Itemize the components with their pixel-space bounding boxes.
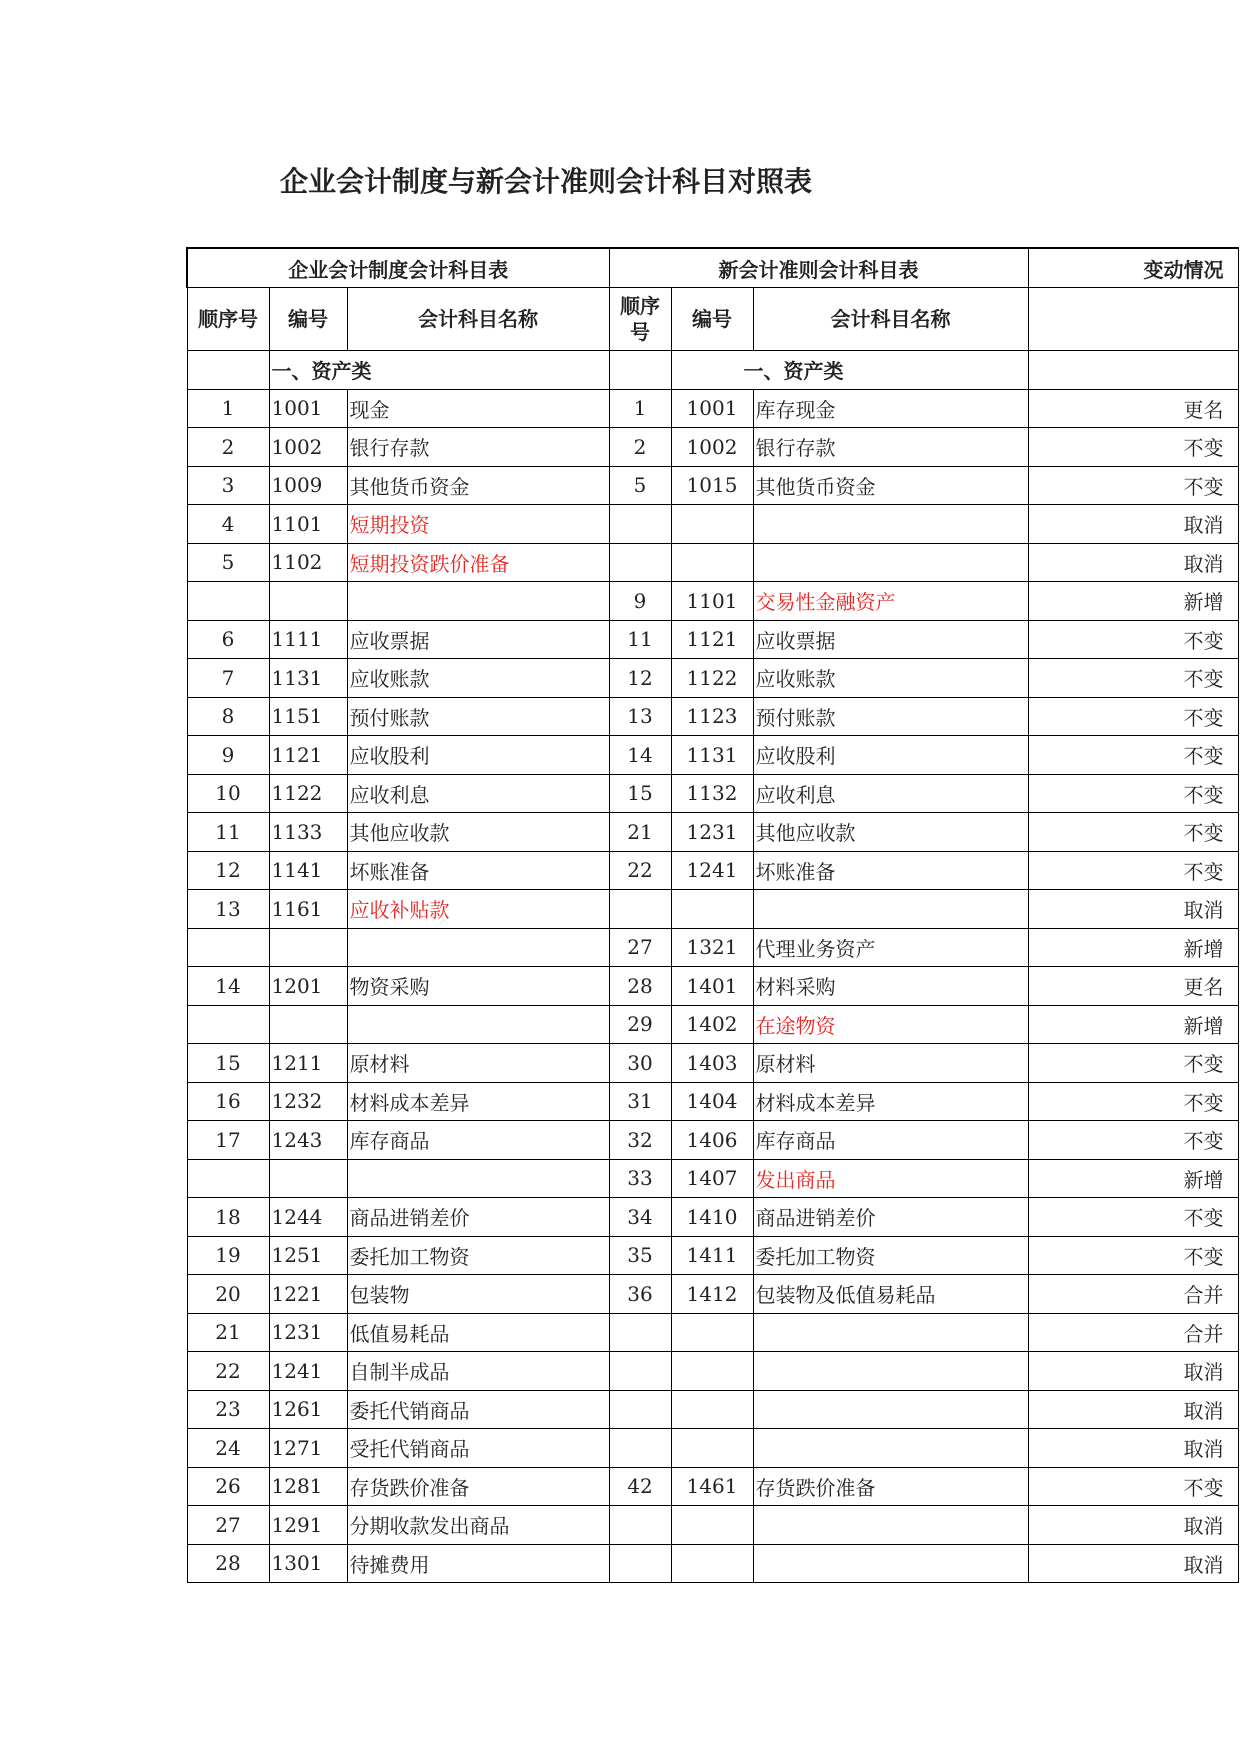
- old-name-cell: 受托代销商品: [347, 1429, 609, 1468]
- new-seq-cell: [609, 543, 671, 582]
- new-seq-cell: [609, 1506, 671, 1545]
- old-seq-cell: 9: [187, 736, 269, 775]
- new-code-cell: [671, 1390, 753, 1429]
- old-name-cell: 银行存款: [347, 428, 609, 467]
- change-status-cell: 不变: [1028, 466, 1238, 505]
- table-row: [187, 1275, 1238, 1314]
- old-seq-cell: 14: [187, 967, 269, 1006]
- old-seq-cell: 1: [187, 389, 269, 428]
- table-row: [187, 505, 1238, 544]
- table-row: [187, 1159, 1238, 1198]
- old-name-cell: 物资采购: [347, 967, 609, 1006]
- old-name-cell: [347, 1005, 609, 1044]
- new-code-cell: 1412: [671, 1275, 753, 1314]
- new-name-cell: 库存现金: [753, 389, 1028, 428]
- old-name-cell: 分期收款发出商品: [347, 1506, 609, 1545]
- new-seq-cell: [609, 1313, 671, 1352]
- new-name-cell: 银行存款: [753, 428, 1028, 467]
- new-name-cell: 应收利息: [753, 774, 1028, 813]
- new-code-cell: 1404: [671, 1082, 753, 1121]
- old-category-label: 一、资产类: [269, 351, 609, 390]
- old-seq-cell: 6: [187, 620, 269, 659]
- old-seq-cell: 23: [187, 1390, 269, 1429]
- old-name-cell: 原材料: [347, 1044, 609, 1083]
- old-name-cell: 委托加工物资: [347, 1236, 609, 1275]
- old-code-cell: 1001: [269, 389, 347, 428]
- old-code-cell: 1281: [269, 1467, 347, 1506]
- change-status-cell: 不变: [1028, 428, 1238, 467]
- new-seq-cell: 34: [609, 1198, 671, 1237]
- old-seq-cell: 8: [187, 697, 269, 736]
- old-name-cell: 低值易耗品: [347, 1313, 609, 1352]
- old-code-cell: 1121: [269, 736, 347, 775]
- old-seq-cell: 19: [187, 1236, 269, 1275]
- new-seq-cell: 22: [609, 851, 671, 890]
- table-row: [187, 1352, 1238, 1391]
- new-seq-cell: 12: [609, 659, 671, 698]
- new-seq-cell: [609, 1429, 671, 1468]
- old-seq-cell: 11: [187, 813, 269, 852]
- old-name-cell: 应收账款: [347, 659, 609, 698]
- old-code-cell: 1271: [269, 1429, 347, 1468]
- new-code-cell: 1231: [671, 813, 753, 852]
- old-seq-cell: 3: [187, 466, 269, 505]
- new-code-cell: 1002: [671, 428, 753, 467]
- change-status-cell: 取消: [1028, 1390, 1238, 1429]
- old-name-cell: 待摊费用: [347, 1544, 609, 1583]
- old-code-cell: 1102: [269, 543, 347, 582]
- new-code-header: 编号: [671, 288, 753, 351]
- table-row: [187, 1121, 1238, 1160]
- table-row: [187, 967, 1238, 1006]
- change-status-cell: 更名: [1028, 389, 1238, 428]
- new-seq-cell: 42: [609, 1467, 671, 1506]
- table-row: [187, 1313, 1238, 1352]
- table-row: [187, 659, 1238, 698]
- old-code-cell: 1141: [269, 851, 347, 890]
- old-seq-cell: 22: [187, 1352, 269, 1391]
- old-code-cell: 1211: [269, 1044, 347, 1083]
- table-row: [187, 543, 1238, 582]
- change-status-cell: 不变: [1028, 1236, 1238, 1275]
- change-status-cell: 不变: [1028, 1467, 1238, 1506]
- table-row: [187, 1544, 1238, 1583]
- new-code-cell: 1401: [671, 967, 753, 1006]
- old-seq-cell: 27: [187, 1506, 269, 1545]
- new-name-cell: 交易性金融资产: [753, 582, 1028, 621]
- new-seq-cell: 29: [609, 1005, 671, 1044]
- new-code-cell: [671, 1313, 753, 1352]
- old-name-cell: 委托代销商品: [347, 1390, 609, 1429]
- old-seq-cell: [187, 582, 269, 621]
- new-code-cell: 1461: [671, 1467, 753, 1506]
- new-seq-cell: [609, 1352, 671, 1391]
- change-status-cell: 不变: [1028, 1121, 1238, 1160]
- old-name-cell: 应收利息: [347, 774, 609, 813]
- new-seq-cell: 35: [609, 1236, 671, 1275]
- old-code-cell: 1261: [269, 1390, 347, 1429]
- table-row: [187, 428, 1238, 467]
- old-code-cell: 1301: [269, 1544, 347, 1583]
- old-name-cell: 现金: [347, 389, 609, 428]
- change-blank-header: [1028, 288, 1238, 351]
- new-seq-cell: [609, 1544, 671, 1583]
- change-status-cell: 不变: [1028, 659, 1238, 698]
- change-status-cell: 取消: [1028, 1429, 1238, 1468]
- change-status-cell: 不变: [1028, 813, 1238, 852]
- new-name-cell: 发出商品: [753, 1159, 1028, 1198]
- old-code-cell: [269, 582, 347, 621]
- old-name-cell: 坏账准备: [347, 851, 609, 890]
- old-seq-cell: [187, 928, 269, 967]
- old-code-cell: 1241: [269, 1352, 347, 1391]
- column-header-row: [187, 288, 1238, 351]
- change-status-cell: 不变: [1028, 736, 1238, 775]
- old-code-cell: 1151: [269, 697, 347, 736]
- table-row: [187, 774, 1238, 813]
- new-name-cell: 原材料: [753, 1044, 1028, 1083]
- new-code-cell: 1132: [671, 774, 753, 813]
- old-seq-cell: 28: [187, 1544, 269, 1583]
- new-name-cell: 委托加工物资: [753, 1236, 1028, 1275]
- new-seq-cell: 15: [609, 774, 671, 813]
- table-row: [187, 1467, 1238, 1506]
- old-code-cell: 1244: [269, 1198, 347, 1237]
- new-seq-cell: 28: [609, 967, 671, 1006]
- new-seq-cell: 31: [609, 1082, 671, 1121]
- new-name-cell: 应收股利: [753, 736, 1028, 775]
- new-code-cell: 1123: [671, 697, 753, 736]
- new-name-cell: [753, 890, 1028, 929]
- table-row: [187, 1005, 1238, 1044]
- table-row: [187, 582, 1238, 621]
- new-code-cell: 1321: [671, 928, 753, 967]
- old-seq-cell: 17: [187, 1121, 269, 1160]
- old-name-cell: 自制半成品: [347, 1352, 609, 1391]
- table-row: [187, 1236, 1238, 1275]
- old-seq-cell: [187, 1159, 269, 1198]
- new-code-cell: 1015: [671, 466, 753, 505]
- new-name-cell: 其他应收款: [753, 813, 1028, 852]
- old-code-cell: 1231: [269, 1313, 347, 1352]
- table-row: [187, 1390, 1238, 1429]
- new-name-cell: 商品进销差价: [753, 1198, 1028, 1237]
- change-status-header: 变动情况: [1028, 248, 1238, 288]
- old-code-cell: [269, 1005, 347, 1044]
- old-seq-cell: 2: [187, 428, 269, 467]
- old-code-cell: 1131: [269, 659, 347, 698]
- old-seq-cell: 21: [187, 1313, 269, 1352]
- change-status-cell: 合并: [1028, 1275, 1238, 1314]
- table-row: [187, 466, 1238, 505]
- old-seq-cell: 5: [187, 543, 269, 582]
- new-name-cell: [753, 1352, 1028, 1391]
- change-status-cell: 不变: [1028, 1082, 1238, 1121]
- old-code-cell: 1002: [269, 428, 347, 467]
- old-name-cell: 预付账款: [347, 697, 609, 736]
- new-category-label: 一、资产类: [671, 351, 1028, 390]
- new-name-cell: [753, 1429, 1028, 1468]
- table-row: [187, 389, 1238, 428]
- change-status-cell: 取消: [1028, 890, 1238, 929]
- old-name-cell: 材料成本差异: [347, 1082, 609, 1121]
- old-seq-cell: 16: [187, 1082, 269, 1121]
- new-name-cell: 其他货币资金: [753, 466, 1028, 505]
- new-code-cell: 1131: [671, 736, 753, 775]
- new-code-cell: 1411: [671, 1236, 753, 1275]
- new-seq-cell: 14: [609, 736, 671, 775]
- old-code-cell: [269, 928, 347, 967]
- old-seq-cell: 7: [187, 659, 269, 698]
- change-status-cell: 取消: [1028, 543, 1238, 582]
- old-code-cell: 1251: [269, 1236, 347, 1275]
- new-name-cell: [753, 1544, 1028, 1583]
- table-row: [187, 736, 1238, 775]
- new-code-cell: [671, 1429, 753, 1468]
- change-status-cell: 不变: [1028, 1044, 1238, 1083]
- old-name-cell: 库存商品: [347, 1121, 609, 1160]
- old-name-cell: 应收补贴款: [347, 890, 609, 929]
- old-seq-cell: 13: [187, 890, 269, 929]
- table-row: [187, 1506, 1238, 1545]
- new-seq-cell: 1: [609, 389, 671, 428]
- old-seq-cell: 10: [187, 774, 269, 813]
- new-seq-cell: [609, 505, 671, 544]
- new-name-cell: [753, 1390, 1028, 1429]
- new-name-cell: 材料采购: [753, 967, 1028, 1006]
- new-name-cell: 包装物及低值易耗品: [753, 1275, 1028, 1314]
- new-name-cell: [753, 505, 1028, 544]
- old-seq-cell: 12: [187, 851, 269, 890]
- table-row: [187, 1429, 1238, 1468]
- old-seq-cell: 26: [187, 1467, 269, 1506]
- old-name-cell: [347, 1159, 609, 1198]
- new-code-cell: 1406: [671, 1121, 753, 1160]
- new-code-cell: 1403: [671, 1044, 753, 1083]
- old-seq-cell: 15: [187, 1044, 269, 1083]
- old-code-cell: 1243: [269, 1121, 347, 1160]
- new-seq-cell: 5: [609, 466, 671, 505]
- old-name-cell: 其他货币资金: [347, 466, 609, 505]
- new-seq-cell: 33: [609, 1159, 671, 1198]
- new-seq-cell: 9: [609, 582, 671, 621]
- old-code-cell: 1133: [269, 813, 347, 852]
- new-name-header: 会计科目名称: [753, 288, 1028, 351]
- old-code-cell: [269, 1159, 347, 1198]
- change-status-cell: 合并: [1028, 1313, 1238, 1352]
- old-seq-header: 顺序号: [187, 288, 269, 351]
- old-name-cell: 短期投资跌价准备: [347, 543, 609, 582]
- new-name-cell: 应收账款: [753, 659, 1028, 698]
- old-name-cell: 短期投资: [347, 505, 609, 544]
- new-name-cell: 应收票据: [753, 620, 1028, 659]
- old-name-cell: [347, 582, 609, 621]
- change-status-cell: 新增: [1028, 928, 1238, 967]
- new-code-cell: 1001: [671, 389, 753, 428]
- change-status-cell: 取消: [1028, 1352, 1238, 1391]
- new-seq-cell: 21: [609, 813, 671, 852]
- old-code-cell: 1232: [269, 1082, 347, 1121]
- new-seq-cell: 30: [609, 1044, 671, 1083]
- change-status-cell: 新增: [1028, 1159, 1238, 1198]
- old-name-cell: 包装物: [347, 1275, 609, 1314]
- table-row: [187, 620, 1238, 659]
- old-seq-cell: 4: [187, 505, 269, 544]
- change-status-cell: 更名: [1028, 967, 1238, 1006]
- change-status-cell: 不变: [1028, 1198, 1238, 1237]
- new-name-cell: [753, 1313, 1028, 1352]
- table-row: [187, 697, 1238, 736]
- table-row: [187, 851, 1238, 890]
- new-code-cell: 1121: [671, 620, 753, 659]
- new-code-cell: [671, 890, 753, 929]
- old-code-cell: 1122: [269, 774, 347, 813]
- old-seq-cell: 24: [187, 1429, 269, 1468]
- change-status-cell: 不变: [1028, 697, 1238, 736]
- new-name-cell: 代理业务资产: [753, 928, 1028, 967]
- new-name-cell: 库存商品: [753, 1121, 1028, 1160]
- new-name-cell: 材料成本差异: [753, 1082, 1028, 1121]
- old-name-cell: 应收股利: [347, 736, 609, 775]
- new-name-cell: [753, 543, 1028, 582]
- table-row: [187, 1198, 1238, 1237]
- page-title: 企业会计制度与新会计准则会计科目对照表: [280, 165, 813, 198]
- change-status-cell: 新增: [1028, 1005, 1238, 1044]
- table-row: [187, 1082, 1238, 1121]
- change-status-cell: 取消: [1028, 1544, 1238, 1583]
- old-name-cell: 商品进销差价: [347, 1198, 609, 1237]
- new-seq-cell: 27: [609, 928, 671, 967]
- new-name-cell: 存货跌价准备: [753, 1467, 1028, 1506]
- new-code-cell: [671, 505, 753, 544]
- new-code-cell: 1241: [671, 851, 753, 890]
- old-seq-cell: 18: [187, 1198, 269, 1237]
- new-name-cell: 预付账款: [753, 697, 1028, 736]
- table-row: [187, 813, 1238, 852]
- old-name-header: 会计科目名称: [347, 288, 609, 351]
- table-row: [187, 928, 1238, 967]
- old-code-cell: 1111: [269, 620, 347, 659]
- old-system-header: 企业会计制度会计科目表: [187, 248, 609, 288]
- new-code-cell: [671, 1544, 753, 1583]
- new-seq-cell: 32: [609, 1121, 671, 1160]
- old-code-cell: 1101: [269, 505, 347, 544]
- new-code-cell: 1407: [671, 1159, 753, 1198]
- new-seq-cell: [609, 890, 671, 929]
- change-status-cell: 新增: [1028, 582, 1238, 621]
- new-seq-cell: [609, 1390, 671, 1429]
- change-status-cell: 不变: [1028, 851, 1238, 890]
- category-row: [187, 351, 1238, 390]
- new-code-cell: 1101: [671, 582, 753, 621]
- old-seq-cell: [187, 1005, 269, 1044]
- new-code-cell: [671, 1352, 753, 1391]
- new-code-cell: 1402: [671, 1005, 753, 1044]
- new-name-cell: [753, 1506, 1028, 1545]
- new-code-cell: 1410: [671, 1198, 753, 1237]
- new-code-cell: 1122: [671, 659, 753, 698]
- old-seq-cell: 20: [187, 1275, 269, 1314]
- table-row: [187, 890, 1238, 929]
- new-code-cell: [671, 543, 753, 582]
- change-status-cell: 不变: [1028, 774, 1238, 813]
- change-status-cell: 取消: [1028, 1506, 1238, 1545]
- old-code-header: 编号: [269, 288, 347, 351]
- new-standard-header: 新会计准则会计科目表: [609, 248, 1028, 288]
- change-status-cell: 不变: [1028, 620, 1238, 659]
- old-name-cell: 应收票据: [347, 620, 609, 659]
- old-code-cell: 1161: [269, 890, 347, 929]
- new-seq-cell: 36: [609, 1275, 671, 1314]
- change-status-cell: 取消: [1028, 505, 1238, 544]
- old-name-cell: 其他应收款: [347, 813, 609, 852]
- new-seq-header: 顺序 号: [609, 288, 671, 351]
- old-code-cell: 1009: [269, 466, 347, 505]
- new-seq-cell: 2: [609, 428, 671, 467]
- old-code-cell: 1221: [269, 1275, 347, 1314]
- group-header-row: [187, 248, 1238, 288]
- new-code-cell: [671, 1506, 753, 1545]
- old-name-cell: 存货跌价准备: [347, 1467, 609, 1506]
- new-seq-cell: 13: [609, 697, 671, 736]
- old-name-cell: [347, 928, 609, 967]
- new-seq-cell: 11: [609, 620, 671, 659]
- old-code-cell: 1291: [269, 1506, 347, 1545]
- new-name-cell: 坏账准备: [753, 851, 1028, 890]
- table-row: [187, 1044, 1238, 1083]
- account-mapping-table: [186, 247, 1239, 1583]
- old-code-cell: 1201: [269, 967, 347, 1006]
- new-name-cell: 在途物资: [753, 1005, 1028, 1044]
